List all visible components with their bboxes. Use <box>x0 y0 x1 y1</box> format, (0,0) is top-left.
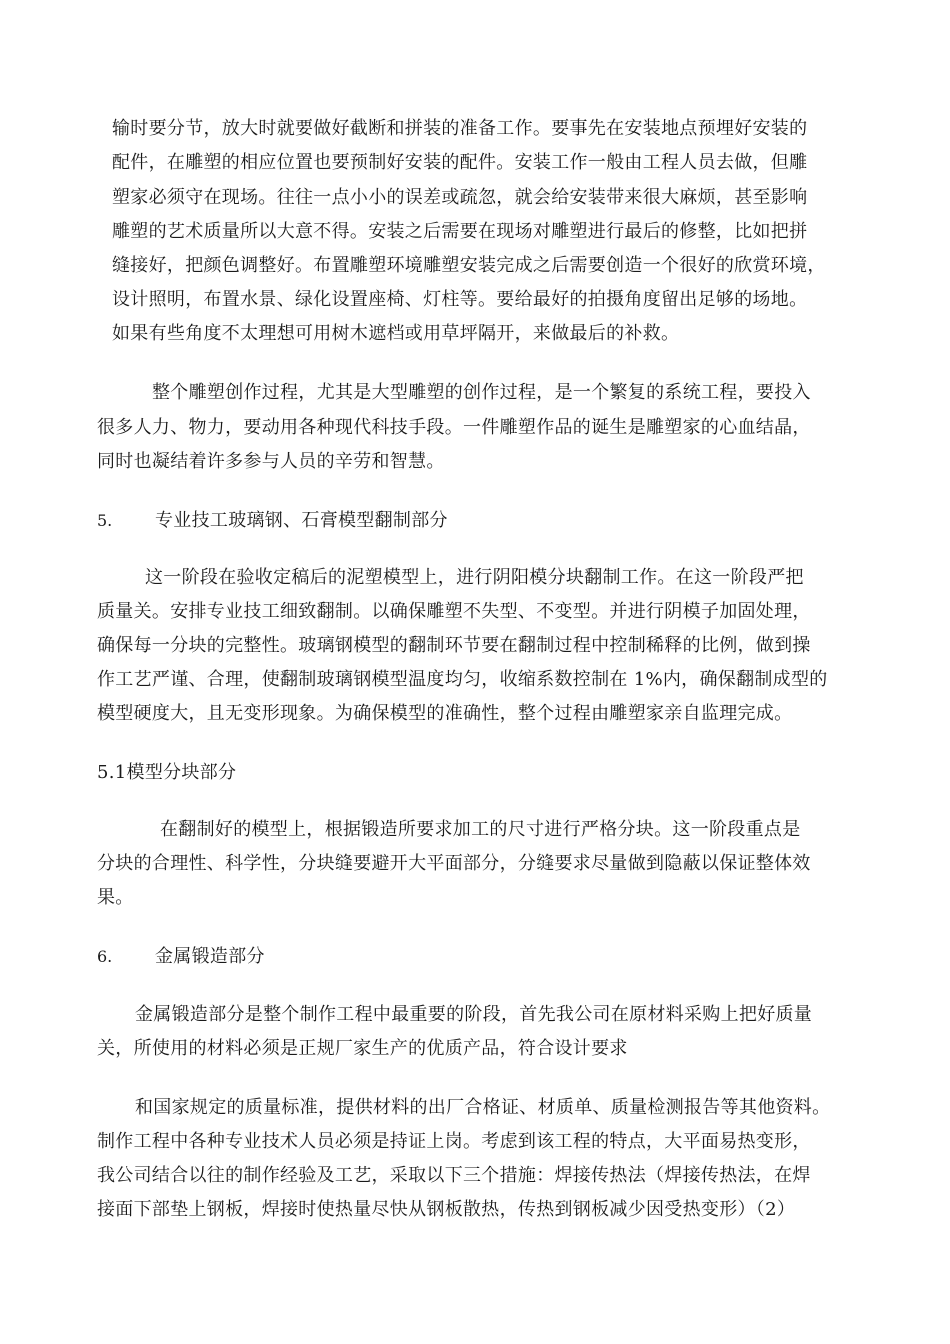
text-line: 质量关。安排专业技工细致翻制。以确保雕塑不失型、不变型。并进行阴模子加固处理， <box>97 601 811 622</box>
text-line: 如果有些角度不太理想可用树木遮档或用草坪隔开，来做最后的补救。 <box>112 323 680 344</box>
text-line: 确保每一分块的完整性。玻璃钢模型的翻制环节要在翻制过程中控制稀释的比例，做到操 <box>97 635 811 656</box>
text-line: 作工艺严谨、合理，使翻制玻璃钢模型温度均匀，收缩系数控制在 1%内，确保翻制成型的 <box>97 669 828 690</box>
text-line: 设计照明，布置水景、绿化设置座椅、灯柱等。要给最好的拍摄角度留出足够的场地。 <box>112 289 808 310</box>
text-line: 缝接好，把颜色调整好。布置雕塑环境雕塑安装完成之后需要创造一个很好的欣赏环境， <box>112 255 826 276</box>
text-line: 雕塑的艺术质量所以大意不得。安装之后需要在现场对雕塑进行最后的修整，比如把拼 <box>112 221 808 242</box>
section-title: 金属锻造部分 <box>155 946 265 967</box>
text-line: 在翻制好的模型上，根据锻造所要求加工的尺寸进行严格分块。这一阶段重点是 <box>160 819 801 840</box>
text-line: 很多人力、物力，要动用各种现代科技手段。一件雕塑作品的诞生是雕塑家的心血结晶， <box>97 417 811 438</box>
text-line: 同时也凝结着许多参与人员的辛劳和智慧。 <box>97 451 445 472</box>
text-line: 果。 <box>97 887 134 908</box>
text-line: 输时要分节，放大时就要做好截断和拼装的准备工作。要事先在安装地点预埋好安装的 <box>112 118 808 139</box>
text-line: 我公司结合以往的制作经验及工艺，采取以下三个措施：焊接传热法（焊接传热法，在焊 <box>97 1165 811 1186</box>
text-line: 整个雕塑创作过程，尤其是大型雕塑的创作过程，是一个繁复的系统工程，要投入 <box>152 382 811 403</box>
text-line: 接面下部垫上钢板，焊接时使热量尽快从钢板散热，传热到钢板减少因受热变形）（2） <box>97 1199 796 1220</box>
text-line: 模型硬度大，且无变形现象。为确保模型的准确性，整个过程由雕塑家亲自监理完成。 <box>97 703 793 724</box>
text-line: 分块的合理性、科学性，分块缝要避开大平面部分，分缝要求尽量做到隐蔽以保证整体效 <box>97 853 811 874</box>
text-line: 关，所使用的材料必须是正规厂家生产的优质产品，符合设计要求 <box>97 1038 628 1059</box>
text-line: 制作工程中各种专业技术人员必须是持证上岗。考虑到该工程的特点，大平面易热变形， <box>97 1131 811 1152</box>
section-title: 专业技工玻璃钢、石膏模型翻制部分 <box>155 510 448 531</box>
section-number: 6. <box>97 947 113 966</box>
text-line: 塑家必须守在现场。往往一点小小的误差或疏忽，就会给安装带来很大麻烦，甚至影响 <box>112 187 808 208</box>
text-line: 这一阶段在验收定稿后的泥塑模型上，进行阴阳模分块翻制工作。在这一阶段严把 <box>145 567 804 588</box>
text-line: 和国家规定的质量标准，提供材料的出厂合格证、材质单、质量检测报告等其他资料。 <box>135 1097 831 1118</box>
subsection-heading-5-1: 5.1模型分块部分 <box>97 762 237 783</box>
text-line: 金属锻造部分是整个制作工程中最重要的阶段，首先我公司在原材料采购上把好质量 <box>135 1004 813 1025</box>
section-number: 5. <box>97 511 113 530</box>
text-line: 配件，在雕塑的相应位置也要预制好安装的配件。安装工作一般由工程人员去做，但雕 <box>112 152 808 173</box>
